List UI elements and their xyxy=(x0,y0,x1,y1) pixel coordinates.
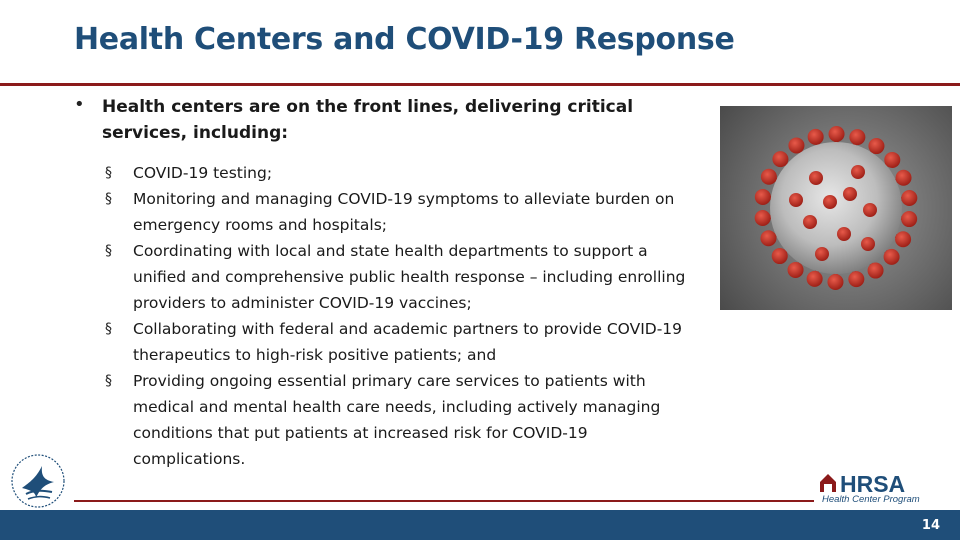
page-number: 14 xyxy=(921,518,940,533)
sub-bullet-item xyxy=(105,238,695,316)
footer-divider xyxy=(74,500,814,502)
slide-title: Health Centers and COVID-19 Response xyxy=(74,22,735,57)
hhs-eagle-logo xyxy=(8,452,70,510)
title-divider xyxy=(0,83,960,86)
sub-bullet-marker: § xyxy=(105,243,112,259)
sub-bullet-text: Providing ongoing essential primary care services to patients with medical and mental health care needs, including actively managing conditions that put patients at increased risk for COVID-19 complications. xyxy=(133,372,661,468)
sub-bullet-list xyxy=(105,160,695,472)
hrsa-wordmark: HRSA xyxy=(840,471,906,497)
sub-bullet-marker: § xyxy=(105,165,112,181)
sub-bullet-marker: § xyxy=(105,373,112,389)
sub-bullet-text: Collaborating with federal and academic partners to provide COVID-19 therapeutics to high-risk positive patients; and xyxy=(133,320,683,364)
sub-bullet-item xyxy=(105,316,695,368)
sub-bullet-marker: § xyxy=(105,321,112,337)
sub-bullet-text: Monitoring and managing COVID-19 symptoms to alleviate burden on emergency rooms and hospitals; xyxy=(133,190,675,234)
sub-bullet-item xyxy=(105,368,695,472)
sub-bullet-item xyxy=(105,160,695,186)
main-bullet xyxy=(74,94,674,146)
hrsa-tagline: Health Center Program xyxy=(822,494,920,504)
coronavirus-image xyxy=(720,106,952,310)
sub-bullet-marker: § xyxy=(105,191,112,207)
sub-bullet-text: Coordinating with local and state health departments to support a unified and comprehensive public health response – including enrolling providers to administer COVID-19 vaccines; xyxy=(133,242,686,312)
hrsa-logo xyxy=(818,468,942,504)
sub-bullet-item xyxy=(105,186,695,238)
sub-bullet-text: COVID-19 testing; xyxy=(133,164,273,182)
bullet-marker: • xyxy=(74,94,85,115)
main-bullet-text: Health centers are on the front lines, delivering critical services, including: xyxy=(102,97,634,143)
coronavirus-illustration xyxy=(720,106,952,310)
footer-bar xyxy=(0,510,960,540)
